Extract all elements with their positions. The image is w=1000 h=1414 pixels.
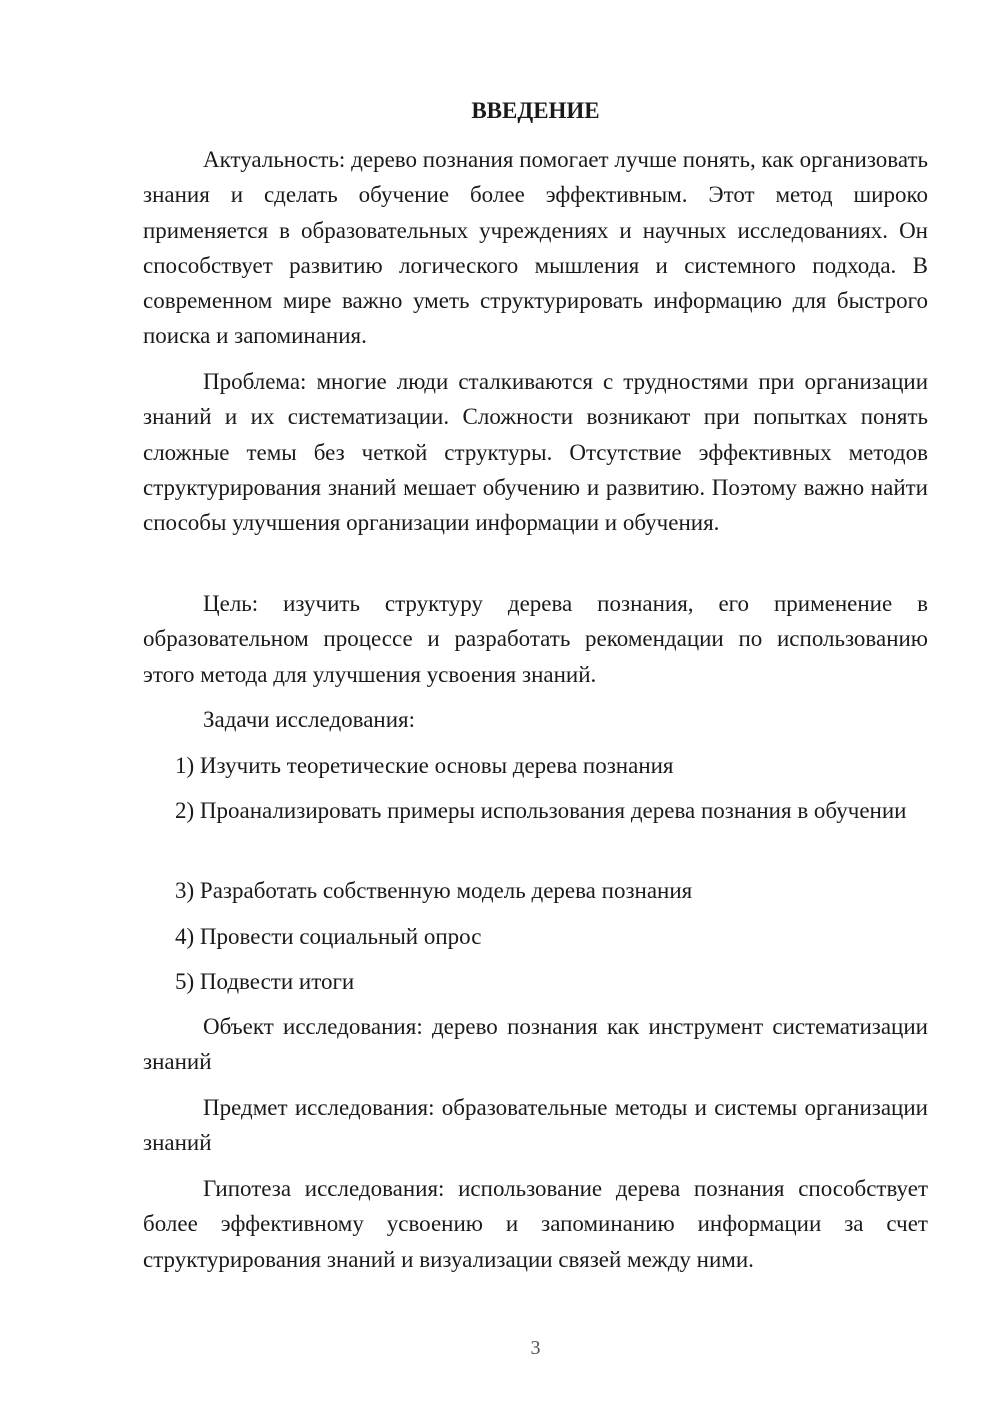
problem-paragraph: Проблема: многие люди сталкиваются с трудностями при организации знаний и их систематизации. Сложности возникают при попытках понять сложные темы без четкой структуры. Отсутствие эффективных методов структурирования знаний мешает обучению и развитию. Поэтому важно найти способы улучшения организации информации и обучения. <box>143 369 928 536</box>
task-item-5: 5) Подвести итоги <box>175 969 355 994</box>
hypothesis-paragraph: Гипотеза исследования: использование дерева познания способствует более эффективному усвоению и запоминанию информации за счет структурирования знаний и визуализации связей между ними. <box>143 1176 928 1272</box>
task-item-4: 4) Провести социальный опрос <box>175 924 482 949</box>
task-item-3: 3) Разработать собственную модель дерева познания <box>175 878 693 903</box>
subject-paragraph: Предмет исследования: образовательные методы и системы организации знаний <box>143 1095 928 1156</box>
page-number: 3 <box>530 1337 541 1359</box>
goal-paragraph: Цель: изучить структуру дерева познания, его применение в образовательном процессе и разработать рекомендации по использованию этого метода для улучшения усвоения знаний. <box>143 591 928 687</box>
task-item-2: 2) Проанализировать примеры использования дерева познания в обучении <box>175 798 907 823</box>
tasks-heading: Задачи исследования: <box>203 707 416 732</box>
object-paragraph: Объект исследования: дерево познания как инструмент систематизации знаний <box>143 1014 928 1075</box>
relevance-paragraph: Актуальность: дерево познания помогает лучше понять, как организовать знания и сделать обучение более эффективным. Этот метод широко применяется в образовательных учреждениях и научных исследованиях. Он способствует развитию логического мышления и системного подхода. В современном мире важно уметь структурировать информацию для быстрого поиска и запоминания. <box>143 147 928 349</box>
page-title: ВВЕДЕНИЕ <box>471 98 600 123</box>
task-item-1: 1) Изучить теоретические основы дерева познания <box>175 753 674 778</box>
